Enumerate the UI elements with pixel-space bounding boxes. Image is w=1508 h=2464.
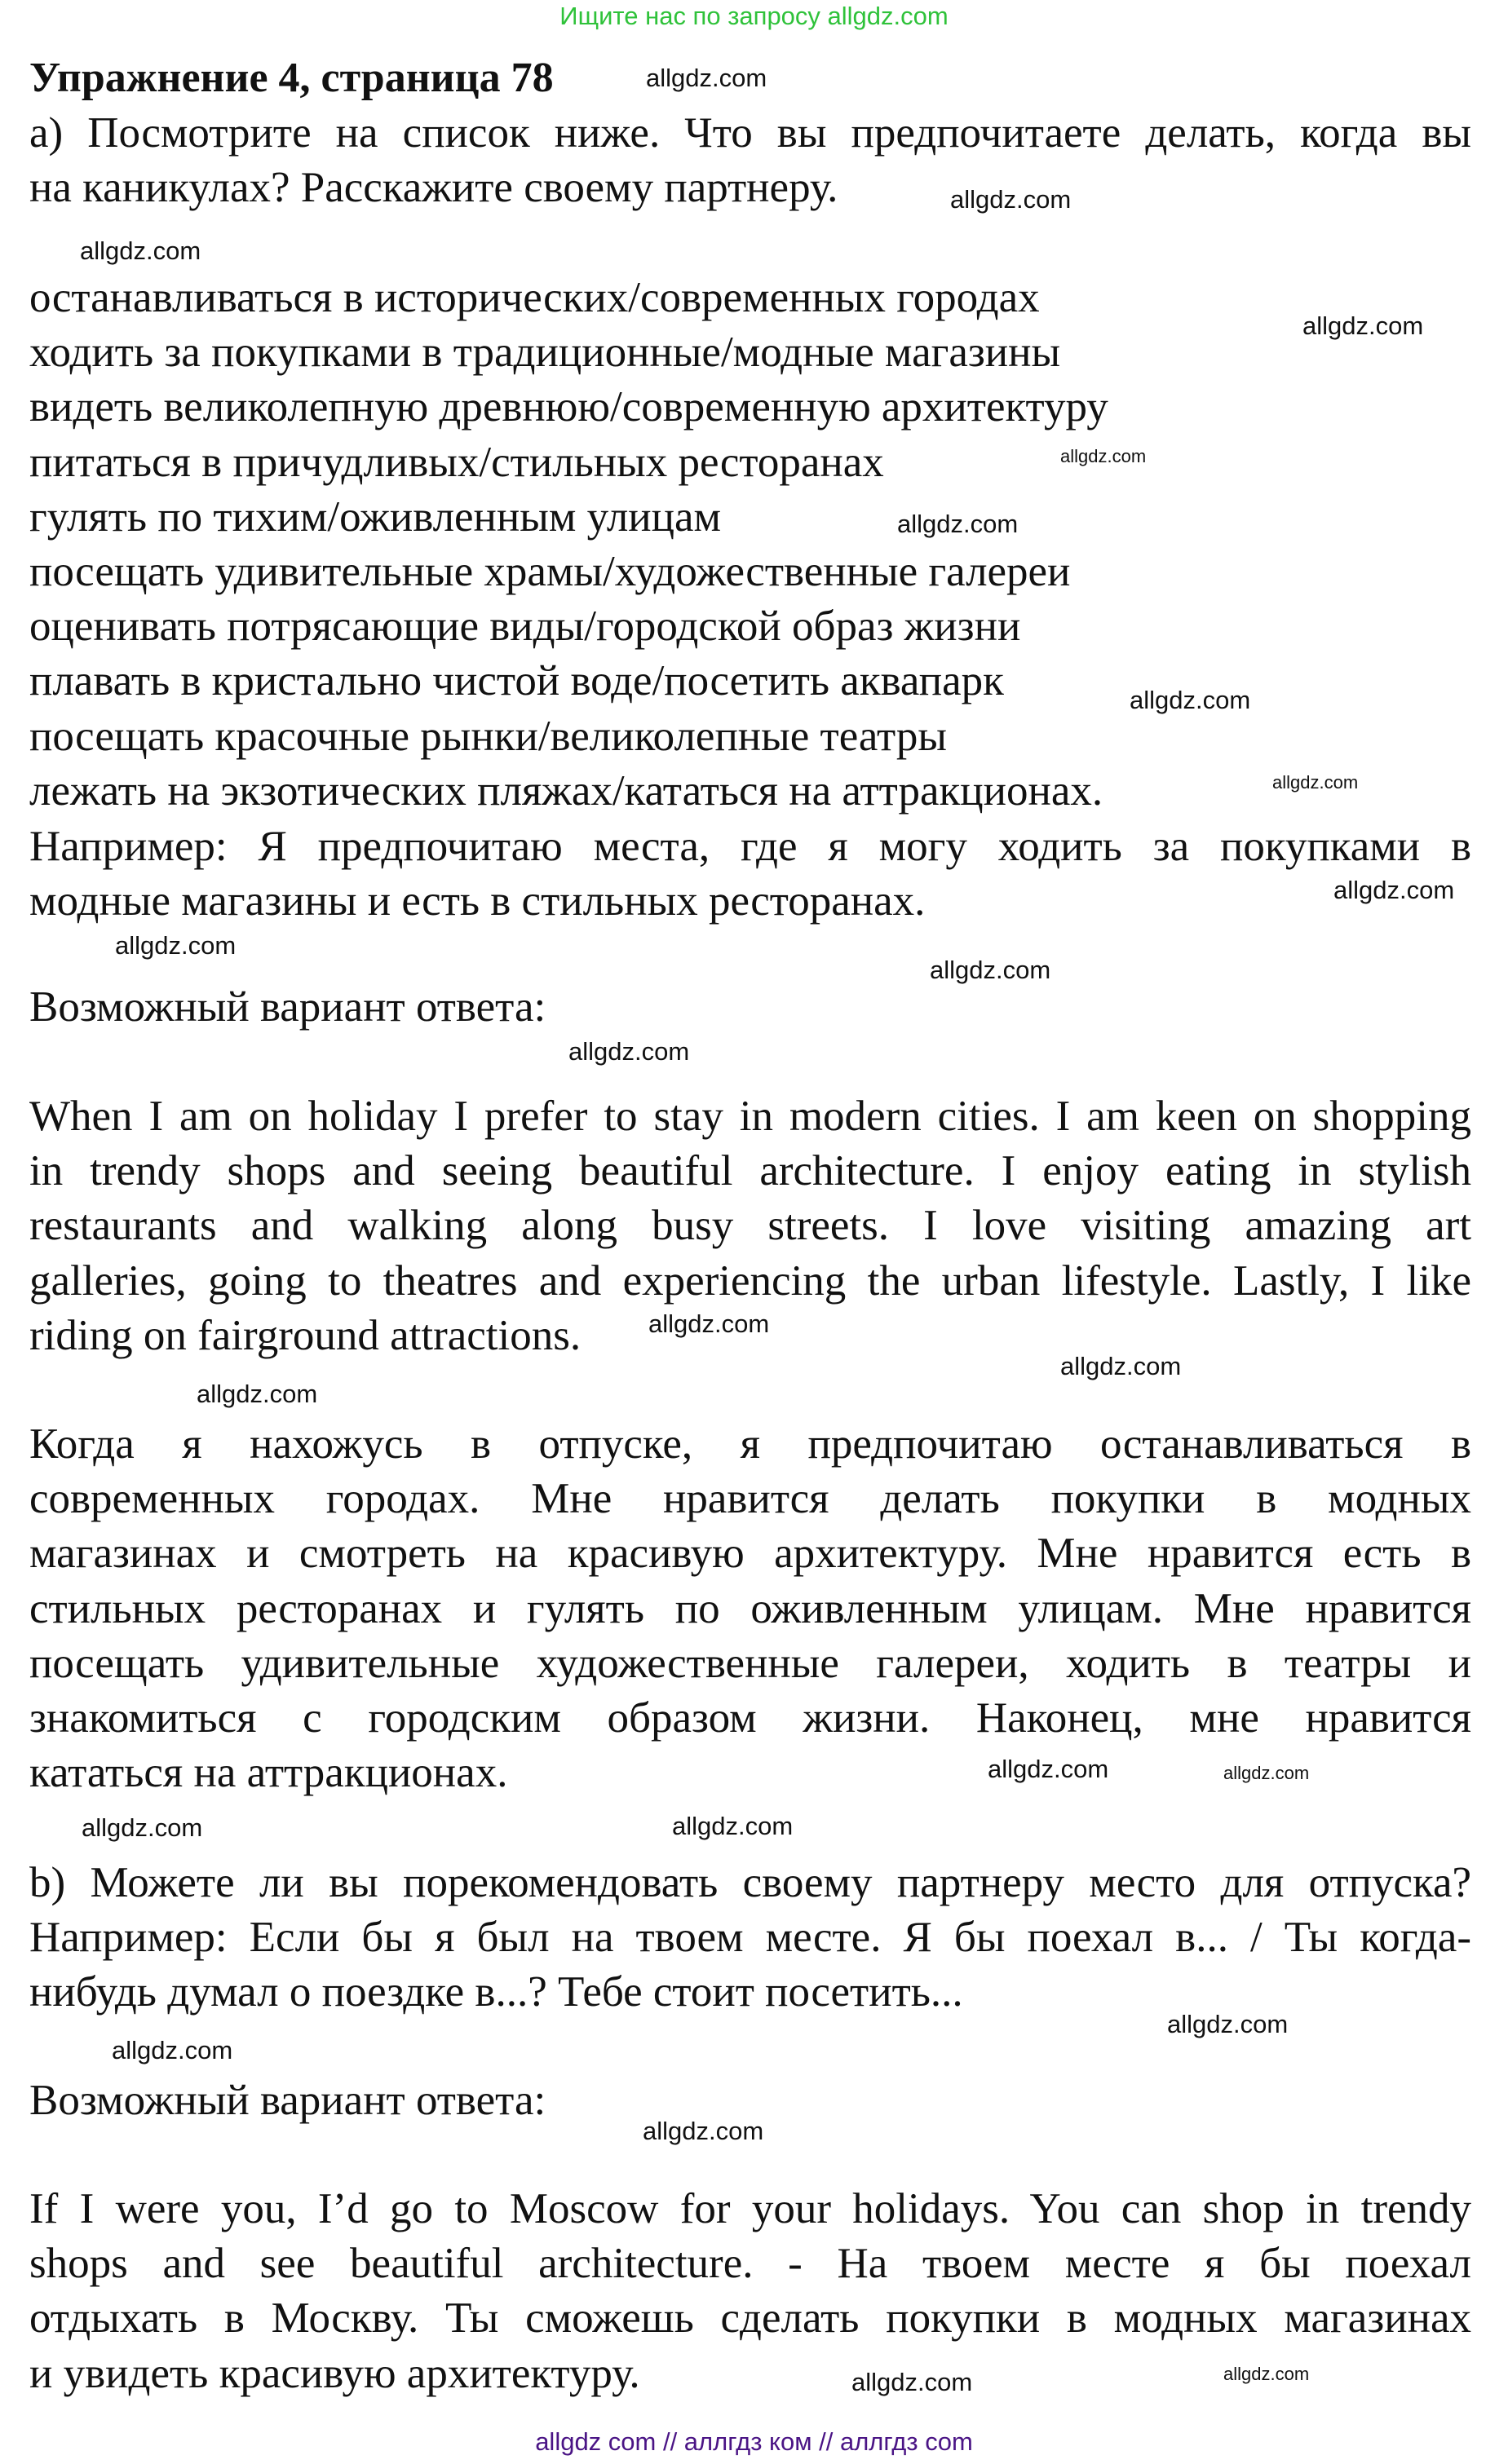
page-title: Упражнение 4, страница 78 (29, 55, 554, 101)
text-line: shops and see beautiful architecture. - На твоем месте я бы поехал (29, 2240, 1471, 2288)
text-line: riding on fairground attractions. (29, 1311, 582, 1359)
watermark: allgdz.com (672, 1812, 794, 1840)
watermark: allgdz.com (112, 2036, 233, 2064)
text-line: отдыхать в Москву. Ты сможешь сделать покупки в модных магазинах (29, 2294, 1471, 2343)
text-line: знакомиться с городским образом жизни. Наконец, мне нравится (29, 1694, 1471, 1742)
watermark: allgdz.com (1060, 446, 1147, 466)
watermark: allgdz.com (930, 956, 1051, 984)
watermark: allgdz.com (80, 236, 201, 265)
answer-label-2: Возможный вариант ответа: (29, 2077, 546, 2124)
watermark: allgdz.com (115, 931, 237, 960)
watermark: allgdz.com (897, 510, 1019, 538)
watermark: allgdz.com (1272, 772, 1359, 793)
header-banner[interactable]: Ищите нас по запросу allgdz.com (559, 2, 949, 30)
watermark: allgdz.com (82, 1813, 203, 1842)
text-line: гулять по тихим/оживленным улицам (29, 492, 722, 541)
text-line: Когда я нахожусь в отпуске, я предпочитаю останавливаться в (29, 1420, 1471, 1468)
text-line: современных городах. Мне нравится делать покупки в модных (29, 1475, 1471, 1523)
watermark: allgdz.com (1333, 876, 1455, 904)
watermark: allgdz.com (851, 2368, 973, 2396)
text-line: If I were you, I’d go to Moscow for your holidays. You can shop in trendy (29, 2185, 1471, 2232)
watermark: allgdz.com (646, 64, 767, 92)
text-line: нибудь думал о поездке в...? Тебе стоит посетить... (29, 1968, 963, 2016)
text-line: in trendy shops and seeing beautiful architecture. I enjoy eating in stylish (29, 1147, 1471, 1195)
text-line: посещать красочные рынки/великолепные театры (29, 712, 947, 760)
text-line: When I am on holiday I prefer to stay in modern cities. I am keen on shopping (29, 1093, 1471, 1140)
text-line: b) Можете ли вы порекомендовать своему партнеру место для отпуска? (29, 1859, 1471, 1906)
example-a (29, 819, 1471, 929)
text-line: останавливаться в исторических/современных городах (29, 274, 1040, 321)
text-line: плавать в кристально чистой воде/посетить аквапарк (29, 657, 1004, 705)
watermark: allgdz.com (648, 1309, 770, 1338)
text-line: посещать удивительные художественные галереи, ходить в театры и (29, 1639, 1471, 1687)
text-line: на каникулах? Расскажите своему партнеру. (29, 164, 838, 212)
watermark: allgdz.com (1223, 1763, 1310, 1783)
watermark: allgdz.com (950, 185, 1072, 214)
text-line: питаться в причудливых/стильных ресторанах (29, 438, 884, 486)
watermark: allgdz.com (988, 1755, 1109, 1783)
text-line: стильных ресторанах и гулять по оживленным улицам. Мне нравится (29, 1584, 1471, 1632)
text-line: посещать удивительные храмы/художественные галереи (29, 548, 1071, 596)
text-line: модные магазины и есть в стильных ресторанах. (29, 877, 926, 925)
answer-label-1: Возможный вариант ответа: (29, 983, 546, 1031)
watermark: allgdz.com (1302, 311, 1424, 340)
text-line: restaurants and walking along busy streets. I love visiting amazing art (29, 1202, 1471, 1250)
text-line: оценивать потрясающие виды/городской образ жизни (29, 603, 1021, 651)
watermark: allgdz.com (1060, 1352, 1182, 1380)
text-line: а) Посмотрите на список ниже. Что вы предпочитаете делать, когда вы (29, 109, 1471, 157)
watermark: allgdz.com (1130, 686, 1251, 714)
watermark: allgdz.com (568, 1037, 690, 1066)
watermark: allgdz.com (643, 2117, 764, 2145)
watermark: allgdz.com (1223, 2364, 1310, 2384)
text-line: Например: Если бы я был на твоем месте. Я бы поехал в... / Ты когда- (29, 1914, 1471, 1962)
activity-list (29, 271, 1471, 819)
text-line: видеть великолепную древнюю/современную архитектуру (29, 383, 1108, 431)
text-line: Например: Я предпочитаю места, где я могу ходить за покупками в (29, 823, 1471, 870)
text-line: лежать на экзотических пляжах/кататься на аттракционах. (29, 766, 1103, 815)
text-line: galleries, going to theatres and experiencing the urban lifestyle. Lastly, I like (29, 1256, 1471, 1305)
task-b (29, 1856, 1471, 2020)
text-line: и увидеть красивую архитектуру. (29, 2349, 640, 2397)
watermark: allgdz.com (197, 1380, 318, 1408)
answer-a-russian (29, 1417, 1471, 1800)
watermark: allgdz.com (1167, 2010, 1289, 2038)
task-a (29, 106, 1471, 215)
text-line: ходить за покупками в традиционные/модные магазины (29, 329, 1061, 377)
text-line: магазинах и смотреть на красивую архитектуру. Мне нравится есть в (29, 1530, 1471, 1578)
text-line: кататься на аттракционах. (29, 1749, 508, 1797)
footer-links[interactable]: allgdz com // аллгдз ком // аллгдз com (535, 2427, 973, 2456)
